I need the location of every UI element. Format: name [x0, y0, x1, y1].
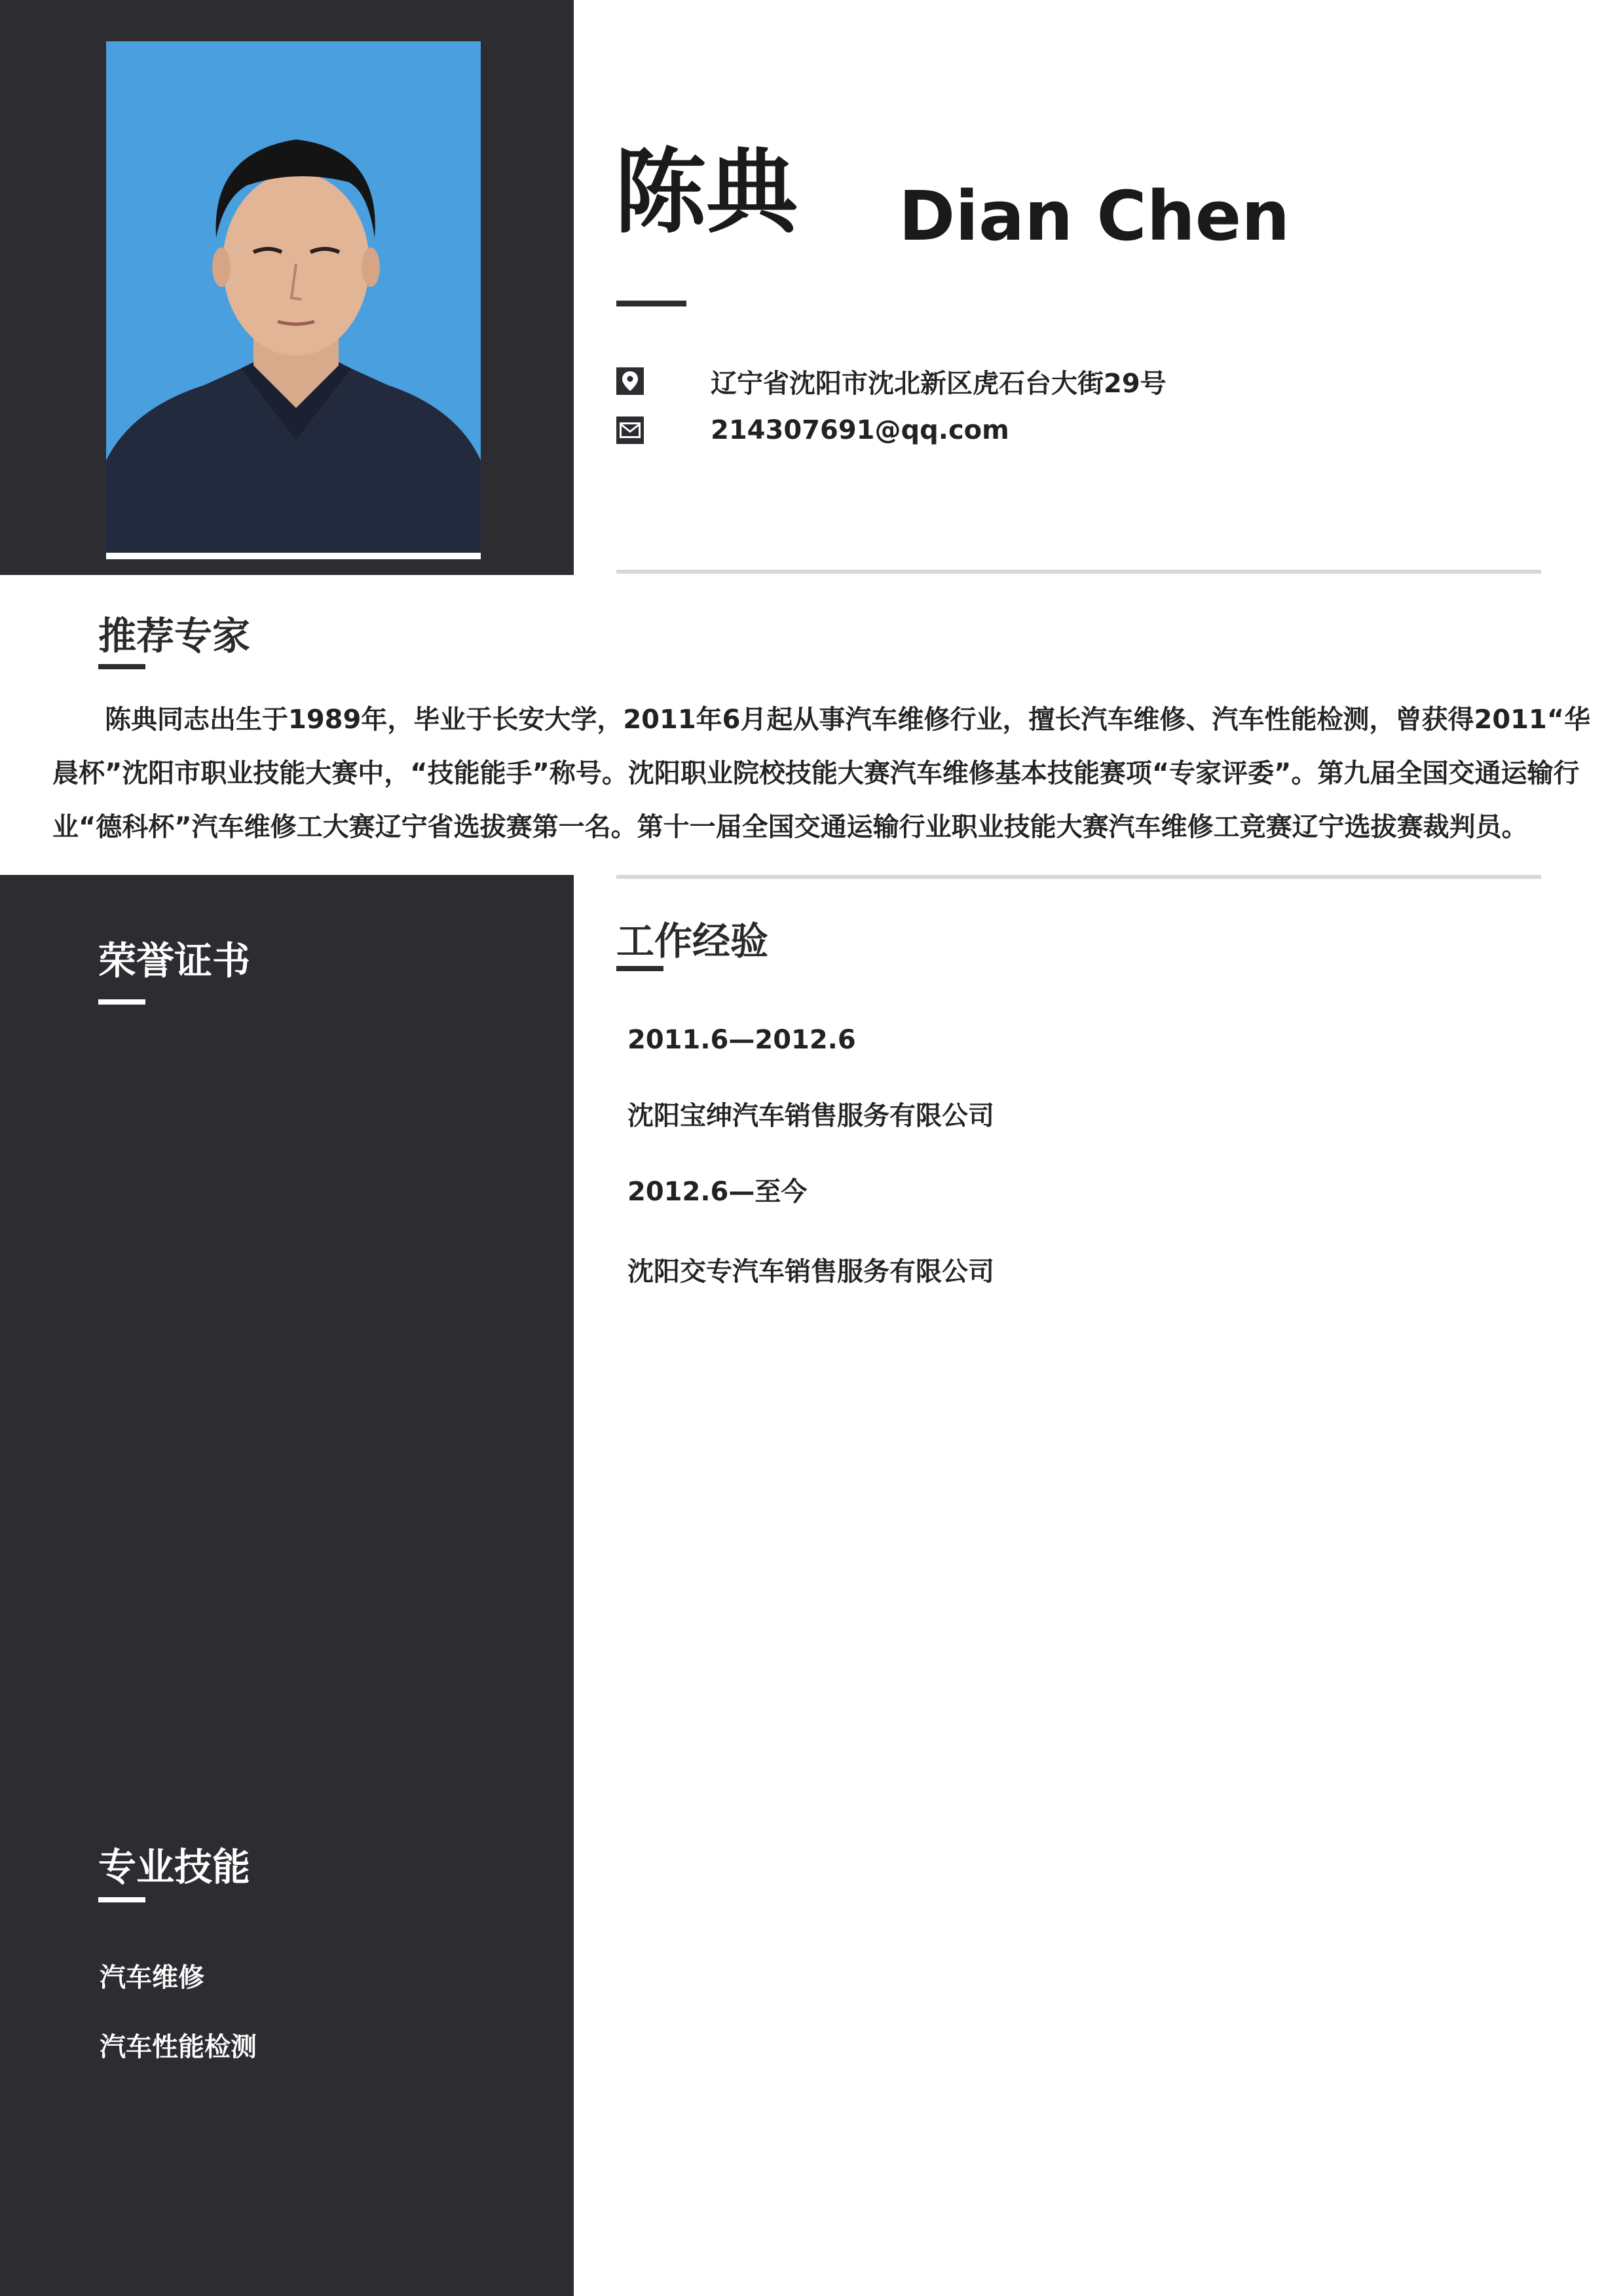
envelope-icon	[616, 417, 644, 444]
section-underline	[98, 1897, 145, 1902]
contact-email	[616, 416, 1009, 445]
section-underline	[98, 999, 145, 1005]
sidebar	[0, 875, 574, 2296]
work-company: 沈阳宝绅汽车销售服务有限公司	[627, 1101, 994, 1131]
recommendation-text: 陈典同志出生于1989年，毕业于长安大学，2011年6月起从事汽车维修行业，擅长汽车维修、汽车性能检测，曾获得2011“华晨杯”沈阳市职业技能大赛中，“技能能手”称号。沈阳职业院校技能大赛汽车维修基本技能赛项“专家评委”。第九届全国交通运输行业“德科杯”汽车维修工大赛辽宁省选拔赛第一名。第十一届全国交通运输行业职业技能大赛汽车维修工竞赛辽宁选拔赛裁判员。	[52, 705, 1591, 842]
address-text: 辽宁省沈阳市沈北新区虎石台大街29号	[711, 368, 1166, 399]
location-pin-icon	[616, 367, 644, 395]
skill-item: 汽车性能检测	[100, 2032, 257, 2062]
name-chinese: 陈典	[614, 139, 798, 246]
profile-photo	[106, 41, 481, 560]
name-underline	[616, 301, 686, 306]
photo-frame-bottom	[106, 553, 481, 559]
work-period: 2012.6—至今	[627, 1177, 808, 1207]
divider	[616, 875, 1541, 879]
section-title-work: 工作经验	[616, 919, 769, 963]
section-title-skills: 专业技能	[98, 1845, 251, 1889]
section-title-recommendation: 推荐专家	[98, 614, 251, 658]
divider	[616, 570, 1541, 574]
name-english: Dian Chen	[899, 176, 1290, 256]
contact-address	[616, 367, 1166, 399]
section-underline	[616, 966, 663, 971]
section-title-honors: 荣誉证书	[98, 938, 251, 983]
work-period: 2011.6—2012.6	[627, 1025, 856, 1055]
email-text[interactable]: 214307691@qq.com	[711, 415, 1009, 445]
skill-item: 汽车维修	[100, 1963, 204, 1993]
work-company: 沈阳交专汽车销售服务有限公司	[627, 1257, 994, 1287]
section-underline	[98, 664, 145, 669]
